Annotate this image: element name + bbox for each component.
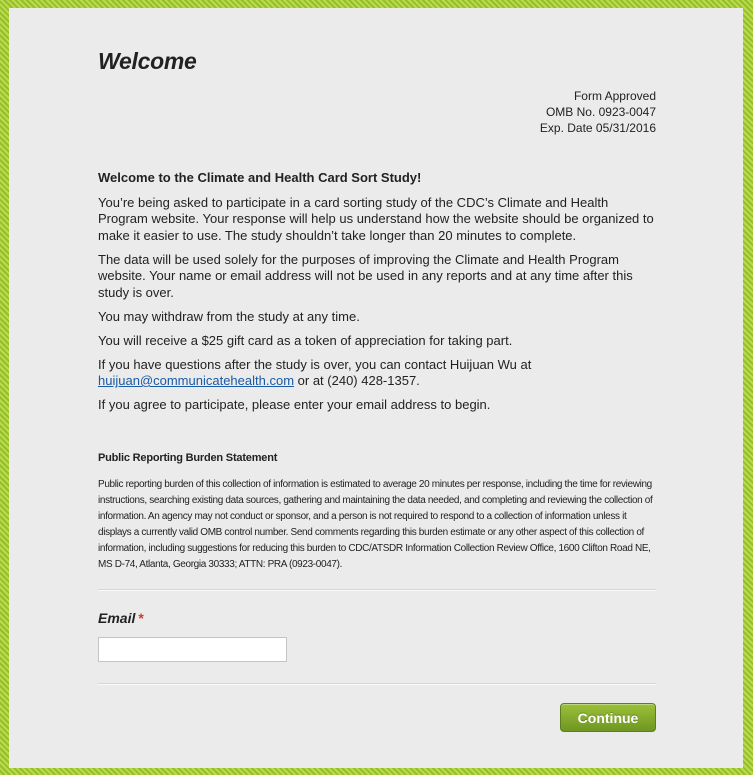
burden-statement-text: Public reporting burden of this collection of information is estimated to average 20 minutes per response, including the time for reviewing instructions, searching existing data sources, gathering and maintaining the data needed, and completing and reviewing the collection of information. An agency may not conduct or sponsor, and a person is not required to respond to a collection of information unless it displays a currently valid OMB control number. Send comments regarding this burden estimate or any other aspect of this collection of information, including suggestions for reducing this burden to CDC/ATSDR Information Collection Review Office, 1600 Clifton Road NE, MS D-74, Atlanta, Georgia 30333; ATTN: PRA (0923-0047). xyxy=(98,479,653,570)
contact-text-after: or at (240) 428-1357. xyxy=(297,373,420,388)
email-label xyxy=(98,610,144,626)
email-label-text: Email xyxy=(98,610,136,626)
omb-form-approved: Form Approved xyxy=(573,89,656,103)
intro-paragraph-purpose: You’re being asked to participate in a card sorting study of the CDC’s Climate and Health Program website. Your response will help us understand how the website should be organized to make it easier to use. The study shouldn’t take longer than 20 minutes to complete. xyxy=(98,194,654,243)
contact-email-link[interactable]: huijuan@communicatehealth.com xyxy=(98,373,295,388)
intro-section xyxy=(98,170,656,421)
page-title: Welcome xyxy=(98,48,197,74)
burden-statement-title: Public Reporting Burden Statement xyxy=(98,452,278,464)
intro-paragraph-begin: If you agree to participate, please enter your email address to begin. xyxy=(98,397,491,412)
divider-top xyxy=(98,589,656,591)
email-input[interactable] xyxy=(98,637,287,662)
contact-text-before: If you have questions after the study is over, you can contact Huijuan Wu at xyxy=(98,356,532,372)
omb-number: OMB No. 0923-0047 xyxy=(545,105,656,119)
intro-paragraph-data-use: The data will be used solely for the purposes of improving the Climate and Health Program website. Your name or email address will not be used in any reports and at any time after this study is over. xyxy=(98,251,633,300)
intro-paragraph-gift-card: You will receive a $25 gift card as a token of appreciation for taking part. xyxy=(98,332,513,348)
intro-paragraph-contact xyxy=(98,357,656,390)
required-asterisk: * xyxy=(138,610,144,626)
omb-approval-block xyxy=(540,88,656,136)
form-panel xyxy=(9,8,743,768)
omb-expiration-date: Exp. Date 05/31/2016 xyxy=(539,121,656,135)
intro-heading: Welcome to the Climate and Health Card Sort Study! xyxy=(98,170,422,185)
divider-bottom xyxy=(98,683,656,685)
intro-paragraph-withdraw: You may withdraw from the study at any time. xyxy=(98,308,360,324)
continue-button[interactable]: Continue xyxy=(560,703,656,732)
